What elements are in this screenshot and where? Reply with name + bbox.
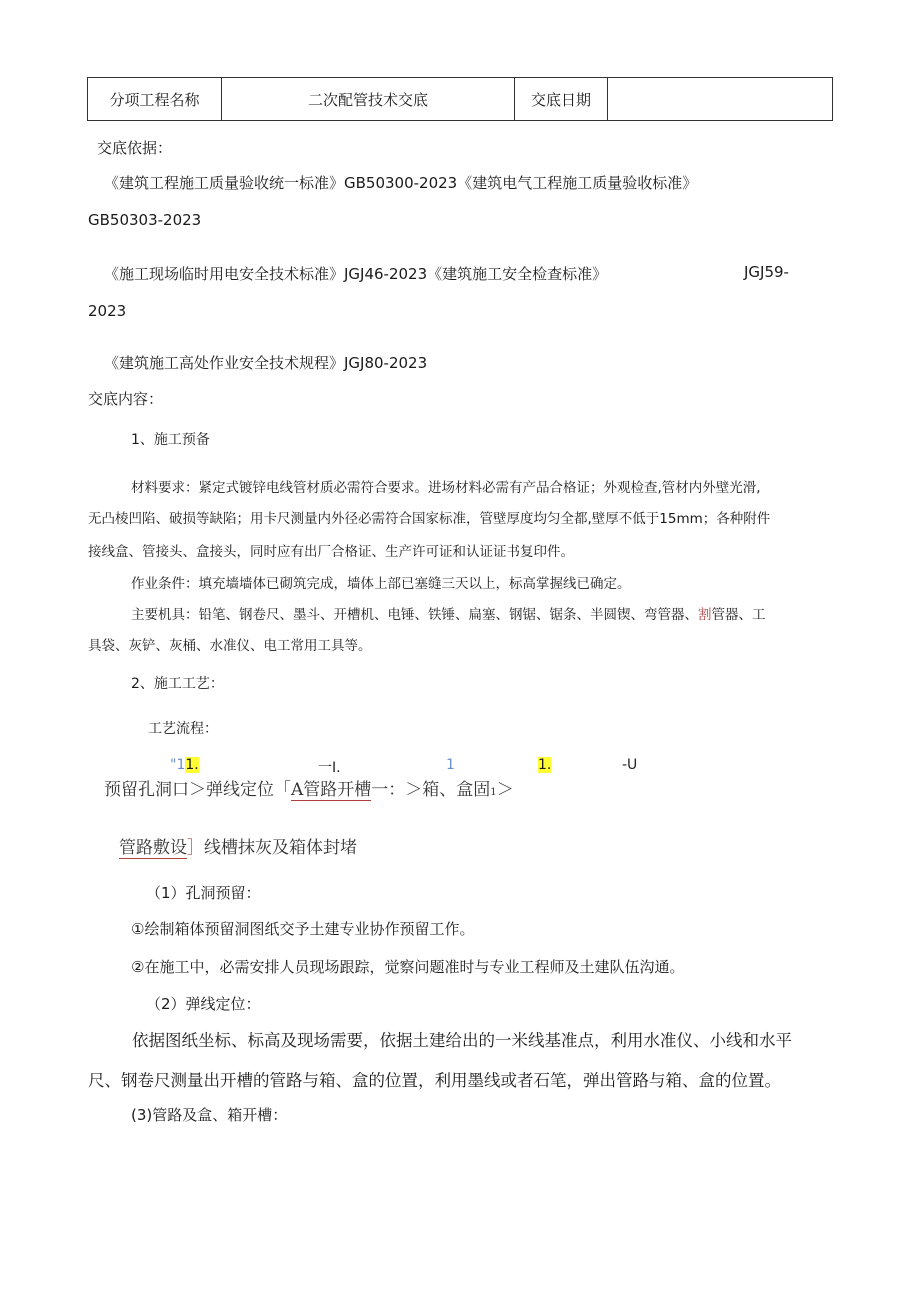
process-label: 工艺流程： — [148, 721, 218, 737]
flow-bracket: ］ — [187, 838, 204, 858]
flow-line-1 — [104, 775, 514, 800]
materials-line-1: 材料要求：紧定式镀锌电线管材质必需符合要求。进场材料必需有产品合格证；外观检查,管材内外壁光滑, — [131, 480, 761, 496]
flow-step-arrow: ＞ — [496, 780, 514, 800]
step-2-para-line-2: 尺、钢卷尺测量出开槽的管路与箱、盒的位置，利用墨线或者石笔，弹出管路与箱、盒的位置。 — [88, 1071, 781, 1090]
flow-step-plastering: 线槽抹灰及箱体封堵 — [204, 838, 357, 858]
step-2-para-line-1: 依据图纸坐标、标高及现场需要，依据土建给出的一米线基准点，利用水准仪、小线和水平 — [132, 1031, 792, 1050]
flow-step-sub: 1 — [490, 787, 497, 798]
tools-text-a: 主要机具：铅笔、钢卷尺、墨斗、开槽机、电锤、铁锤、扁塞、钢锯、锯条、半圆锲、弯管器、 — [131, 607, 698, 623]
flow-step-line-positioning: 口＞弹线定位「 — [172, 780, 291, 800]
work-conditions: 作业条件：填充墙墙体已砌筑完成，墙体上部已塞缝三天以上，标高掌握线已确定。 — [131, 576, 631, 592]
project-name-label: 分项工程名称 — [88, 78, 222, 121]
materials-line-3: 接线盒、管接头、盒接头，同时应有出厂合格证、生产许可证和认证证书复印件。 — [88, 544, 574, 560]
tools-text-b: 割 — [698, 607, 712, 623]
step-1-item-a: ①绘制箱体预留洞图纸交予土建专业协作预留工作。 — [131, 920, 475, 938]
basis-line-5: 《建筑施工高处作业安全技术规程》JGJ80-2023 — [104, 354, 428, 372]
flow-step-pipe-laying: 管路敷设 — [119, 838, 187, 858]
flow-mark-1 — [170, 757, 199, 773]
content-heading: 交底内容： — [88, 390, 164, 408]
basis-line-1: 《建筑工程施工质量验收统一标准》GB50300-2023《建筑电气工程施工质量验收标准》 — [104, 174, 698, 192]
basis-line-4: 2023 — [88, 302, 127, 320]
flow-mark-1a: "1 — [170, 757, 186, 773]
basis-line-2: GB50303-2023 — [88, 211, 202, 229]
tools-line-1 — [131, 603, 766, 623]
tools-text-c: 管器、工 — [711, 607, 766, 623]
basis-line-3: 《施工现场临时用电安全技术标准》JGJ46-2023《建筑施工安全检查标准》 — [104, 265, 608, 283]
date-value — [608, 78, 833, 121]
flow-step-grooving: A管路开槽 — [291, 780, 372, 800]
basis-heading: 交底依据： — [97, 139, 173, 157]
step-1-title: （1）孔洞预留： — [146, 884, 261, 902]
flow-mark-5: -U — [622, 757, 638, 773]
flow-step-reserve-holes: 预留孔洞 — [104, 780, 172, 800]
date-label: 交底日期 — [515, 78, 608, 121]
materials-line-2: 无凸棱凹陷、破损等缺陷；用卡尺测量内外径必需符合国家标准，管壁厚度均匀全都,壁厚不低于15mm；各种附件 — [88, 511, 771, 527]
step-1-item-b: ②在施工中，必需安排人员现场跟踪，觉察问题准时与专业工程师及土建队伍沟通。 — [131, 958, 685, 976]
flow-mark-2: 一I. — [318, 760, 341, 776]
section-1-title: 1、施工预备 — [131, 432, 210, 448]
project-name-value: 二次配管技术交底 — [222, 78, 515, 121]
flow-line-2 — [119, 833, 357, 858]
tools-line-2: 具袋、灰铲、灰桶、水准仪、电工常用工具等。 — [88, 638, 372, 654]
basis-line-3-code: JGJ59- — [744, 263, 789, 281]
header-table — [87, 77, 833, 121]
flow-step-box-fixing: 一：＞箱、盒固 — [371, 780, 491, 800]
step-2-title: （2）弹线定位： — [146, 995, 261, 1013]
section-2-title: 2、施工工艺： — [131, 676, 224, 692]
flow-mark-1b: 1. — [185, 757, 199, 773]
flow-mark-4: 1. — [538, 757, 552, 773]
flow-mark-3: 1 — [446, 757, 455, 773]
step-3-title: (3)管路及盒、箱开槽： — [131, 1106, 288, 1124]
